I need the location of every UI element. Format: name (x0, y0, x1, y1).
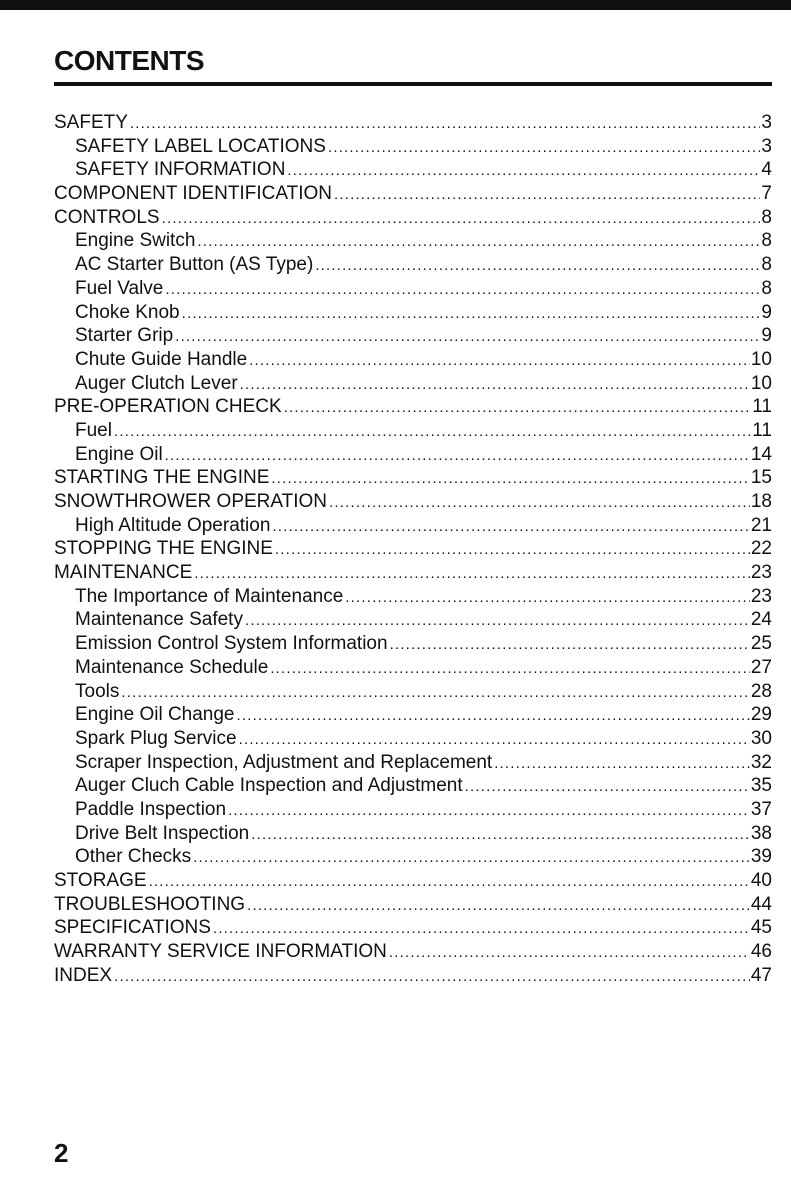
toc-entry-label: Tools (75, 680, 120, 702)
toc-dot-leader (272, 515, 749, 538)
toc-entry[interactable] (54, 798, 772, 822)
toc-entry-label: PRE-OPERATION CHECK (54, 396, 282, 418)
toc-entry-label: STOPPING THE ENGINE (54, 538, 273, 560)
toc-entry-page: 39 (750, 846, 772, 868)
toc-entry-label: Engine Oil (75, 443, 163, 465)
toc-entry[interactable] (54, 490, 772, 514)
toc-entry[interactable] (54, 632, 772, 656)
toc-entry-label: Starter Grip (75, 325, 174, 347)
toc-entry[interactable] (54, 964, 772, 988)
toc-entry-page: 7 (761, 183, 772, 205)
toc-entry-label: Other Checks (75, 846, 192, 868)
toc-entry[interactable] (54, 893, 772, 917)
toc-entry-label: AC Starter Button (AS Type) (75, 254, 314, 276)
toc-entry-label: Choke Knob (75, 301, 180, 323)
toc-entry-page: 27 (750, 656, 772, 678)
toc-entry-label: SAFETY (54, 112, 128, 133)
toc-entry[interactable] (54, 348, 772, 372)
toc-entry-page: 11 (752, 419, 772, 441)
toc-dot-leader (345, 586, 750, 609)
toc-dot-leader (494, 752, 750, 775)
toc-entry-page: 14 (750, 443, 772, 465)
title-rule (54, 82, 772, 86)
toc-entry-page: 8 (761, 230, 772, 252)
toc-entry[interactable] (54, 514, 772, 538)
toc-entry-page: 29 (750, 704, 772, 726)
top-border (0, 0, 791, 10)
toc-dot-leader (194, 562, 750, 585)
toc-entry-page: 37 (750, 798, 772, 820)
toc-dot-leader (287, 159, 760, 182)
toc-dot-leader (239, 728, 750, 751)
toc-entry-page: 46 (750, 941, 772, 963)
toc-dot-leader (249, 349, 750, 372)
toc-entry-label: MAINTENANCE (54, 562, 193, 584)
toc-entry[interactable] (54, 253, 772, 277)
toc-dot-leader (275, 538, 750, 561)
toc-entry-label: INDEX (54, 964, 113, 986)
toc-dot-leader (228, 799, 750, 822)
toc-dot-leader (270, 657, 750, 680)
toc-entry-page: 45 (750, 917, 772, 939)
toc-entry[interactable] (54, 158, 772, 182)
toc-entry-page: 4 (761, 159, 772, 181)
toc-entry[interactable] (54, 466, 772, 490)
toc-entry[interactable] (54, 324, 772, 348)
toc-entry-page: 30 (750, 727, 772, 749)
toc-dot-leader (162, 207, 761, 230)
toc-entry-page: 44 (750, 893, 772, 915)
toc-entry[interactable] (54, 443, 772, 467)
toc-entry[interactable] (54, 182, 772, 206)
toc-entry-page: 10 (750, 372, 772, 394)
toc-entry-label: Auger Clutch Lever (75, 372, 238, 394)
toc-entry-label: High Altitude Operation (75, 514, 271, 536)
toc-entry-page: 18 (750, 491, 772, 512)
toc-entry-page: 9 (761, 301, 772, 323)
toc-dot-leader (149, 870, 750, 893)
toc-entry-page: 8 (761, 254, 772, 276)
toc-dot-leader (251, 823, 750, 846)
toc-dot-leader (114, 420, 751, 443)
toc-entry-page: 23 (750, 562, 772, 584)
toc-entry[interactable] (54, 822, 772, 846)
toc-entry-page: 21 (750, 514, 772, 536)
toc-entry-page: 8 (761, 277, 772, 299)
toc-dot-leader (247, 894, 750, 917)
table-of-contents (54, 111, 772, 987)
toc-entry[interactable] (54, 656, 772, 680)
toc-entry-label: Fuel (75, 419, 112, 441)
toc-entry-label: Engine Oil Change (75, 704, 235, 726)
toc-entry-page: 40 (750, 870, 772, 891)
toc-entry-label: TROUBLESHOOTING (54, 893, 246, 915)
toc-entry[interactable] (54, 916, 772, 940)
toc-entry-label: Fuel Valve (75, 277, 164, 299)
toc-entry-label: SPECIFICATIONS (54, 917, 211, 939)
toc-entry[interactable] (54, 703, 772, 727)
toc-entry-page: 3 (761, 135, 772, 157)
toc-entry-label: COMPONENT IDENTIFICATION (54, 183, 332, 205)
toc-dot-leader (389, 941, 750, 964)
toc-entry-label: Auger Cluch Cable Inspection and Adjustment (75, 775, 463, 797)
toc-entry-page: 8 (761, 206, 772, 228)
toc-dot-leader (114, 965, 750, 988)
toc-dot-leader (237, 704, 750, 727)
toc-entry[interactable] (54, 608, 772, 632)
toc-dot-leader (130, 112, 761, 135)
toc-entry-label: Spark Plug Service (75, 727, 237, 749)
toc-entry-page: 22 (750, 538, 772, 560)
toc-dot-leader (213, 917, 750, 940)
toc-entry-label: Chute Guide Handle (75, 348, 248, 370)
toc-entry-label: CONTROLS (54, 206, 160, 228)
toc-entry-label: WARRANTY SERVICE INFORMATION (54, 941, 387, 963)
page-title: CONTENTS (54, 45, 204, 76)
toc-entry-page: 25 (750, 633, 772, 655)
toc-entry[interactable] (54, 751, 772, 775)
toc-entry[interactable] (54, 845, 772, 869)
toc-dot-leader (175, 325, 760, 348)
toc-entry-label: Emission Control System Information (75, 633, 388, 655)
toc-entry-page: 38 (750, 822, 772, 844)
toc-dot-leader (165, 444, 750, 467)
page-number: 2 (54, 1138, 69, 1168)
toc-entry-page: 47 (750, 964, 772, 986)
toc-entry[interactable] (54, 372, 772, 396)
toc-entry-page: 28 (750, 680, 772, 702)
toc-entry[interactable] (54, 206, 772, 230)
toc-entry-page: 32 (750, 751, 772, 773)
toc-dot-leader (197, 230, 760, 253)
toc-dot-leader (465, 775, 750, 798)
toc-entry[interactable] (54, 537, 772, 561)
toc-entry-page: 24 (750, 609, 772, 631)
toc-entry[interactable] (54, 727, 772, 751)
toc-entry-label: SAFETY LABEL LOCATIONS (75, 135, 326, 157)
toc-dot-leader (315, 254, 760, 277)
toc-entry[interactable] (54, 419, 772, 443)
toc-dot-leader (334, 183, 760, 206)
toc-entry-page: 10 (750, 348, 772, 370)
toc-entry-page: 11 (752, 396, 772, 418)
toc-entry-label: SNOWTHROWER OPERATION (54, 491, 328, 512)
toc-dot-leader (284, 396, 752, 419)
toc-entry-label: The Importance of Maintenance (75, 585, 344, 607)
toc-dot-leader (271, 467, 749, 490)
toc-entry[interactable] (54, 561, 772, 585)
toc-entry-label: SAFETY INFORMATION (75, 159, 286, 181)
toc-entry-page: 3 (761, 112, 772, 133)
toc-dot-leader (329, 491, 750, 514)
toc-entry[interactable] (54, 229, 772, 253)
toc-entry-page: 23 (750, 585, 772, 607)
toc-entry-label: Engine Switch (75, 230, 196, 252)
toc-entry-label: Paddle Inspection (75, 798, 227, 820)
toc-dot-leader (240, 373, 750, 396)
toc-entry[interactable] (54, 940, 772, 964)
toc-entry[interactable] (54, 869, 772, 893)
toc-dot-leader (390, 633, 750, 656)
toc-dot-leader (165, 278, 760, 301)
toc-entry-page: 15 (750, 467, 772, 489)
toc-dot-leader (328, 136, 760, 159)
toc-dot-leader (193, 846, 750, 869)
toc-entry[interactable] (54, 774, 772, 798)
toc-entry-label: Scraper Inspection, Adjustment and Replacement (75, 751, 493, 773)
toc-dot-leader (182, 302, 761, 325)
toc-entry[interactable] (54, 277, 772, 301)
toc-dot-leader (245, 609, 750, 632)
toc-dot-leader (121, 681, 750, 704)
toc-entry-label: STORAGE (54, 870, 147, 891)
toc-entry-page: 35 (750, 775, 772, 797)
toc-entry[interactable] (54, 395, 772, 419)
toc-entry[interactable] (54, 301, 772, 325)
toc-entry-label: Maintenance Schedule (75, 656, 269, 678)
toc-entry-page: 9 (761, 325, 772, 347)
toc-entry-label: Drive Belt Inspection (75, 822, 250, 844)
toc-entry[interactable] (54, 135, 772, 159)
toc-entry-label: Maintenance Safety (75, 609, 243, 631)
toc-entry[interactable] (54, 111, 772, 135)
toc-entry[interactable] (54, 680, 772, 704)
toc-entry[interactable] (54, 585, 772, 609)
toc-entry-label: STARTING THE ENGINE (54, 467, 270, 489)
